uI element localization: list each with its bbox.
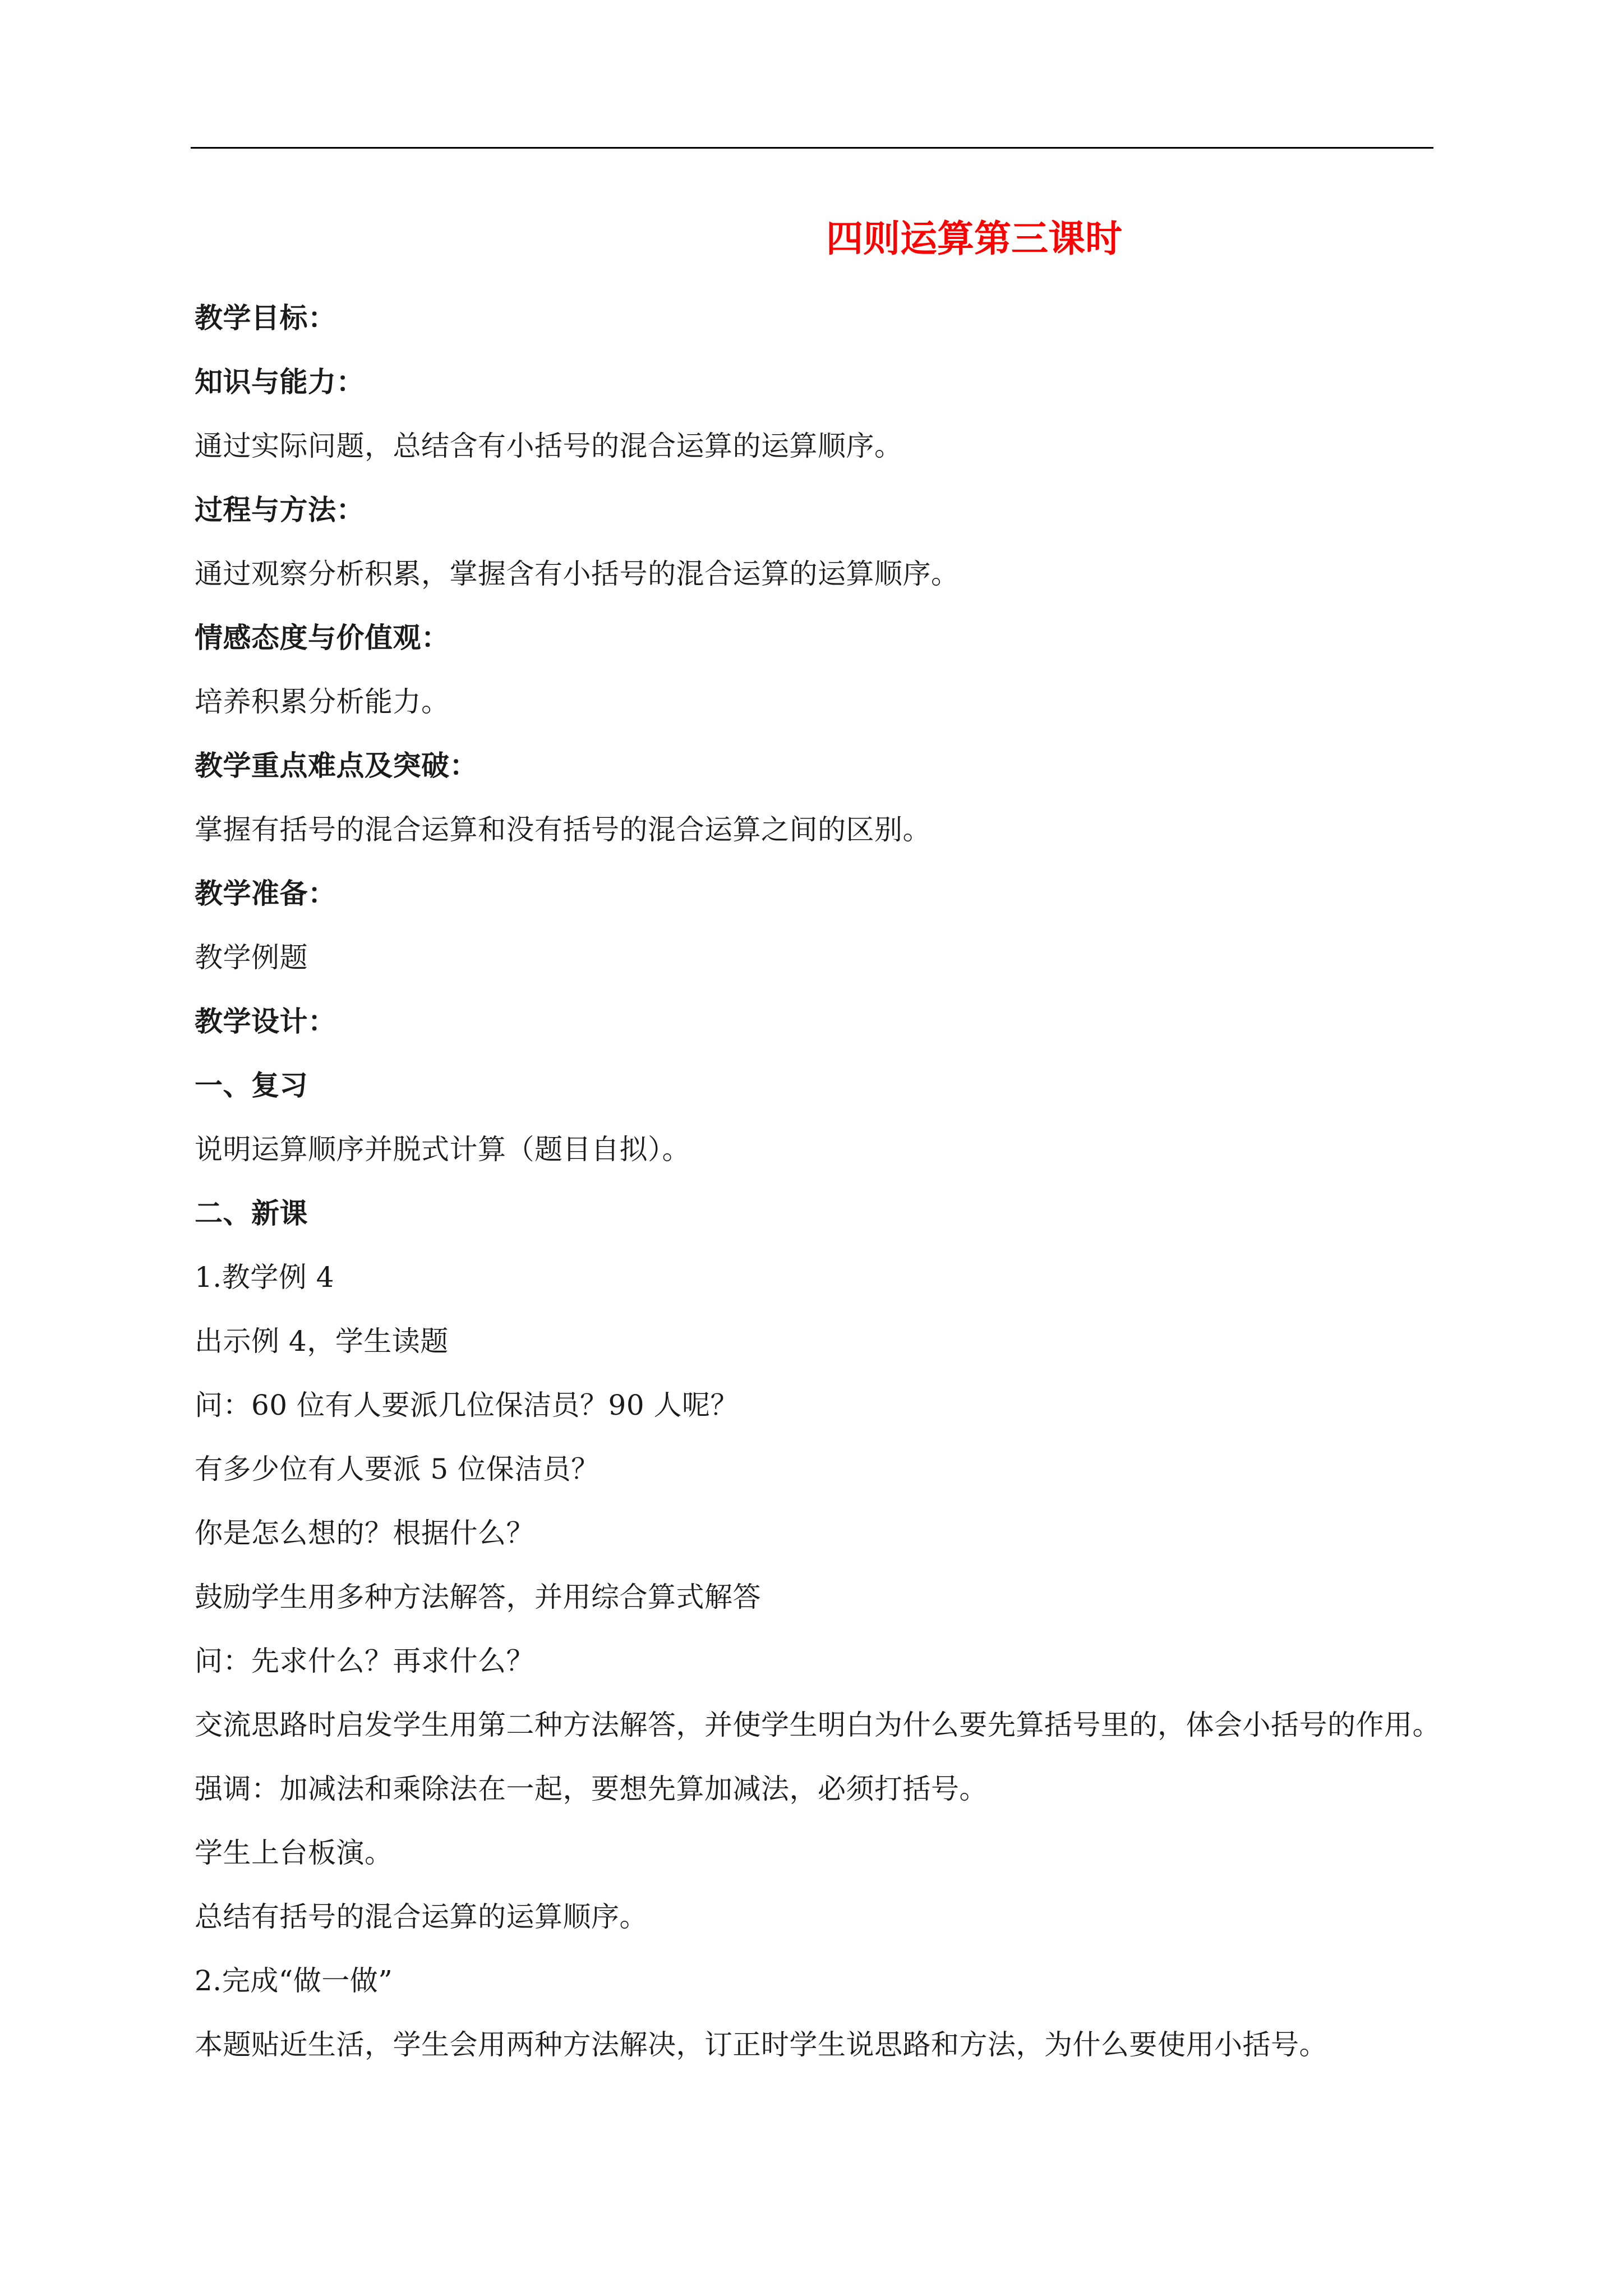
heading-design: 教学设计：	[195, 1005, 336, 1038]
heading-knowledge-ability: 知识与能力：	[195, 365, 365, 398]
paragraph: 说明运算顺序并脱式计算（题目自拟）。	[195, 1133, 690, 1166]
paragraph: 掌握有括号的混合运算和没有括号的混合运算之间的区别。	[195, 813, 931, 846]
paragraph: 你是怎么想的？根据什么？	[195, 1517, 534, 1549]
paragraph: 交流思路时启发学生用第二种方法解答，并使学生明白为什么要先算括号里的，体会小括号的作用。	[195, 1709, 1441, 1741]
heading-process-method: 过程与方法：	[195, 493, 365, 526]
heading-key-points: 教学重点难点及突破：	[195, 749, 478, 782]
paragraph: 强调：加减法和乘除法在一起，要想先算加减法，必须打括号。	[195, 1773, 988, 1805]
heading-teaching-goals: 教学目标：	[195, 301, 336, 334]
paragraph: 通过观察分析积累，掌握含有小括号的混合运算的运算顺序。	[195, 558, 960, 590]
paragraph: 培养积累分析能力。	[195, 685, 450, 718]
header-rule	[191, 147, 1433, 149]
paragraph: 教学例题	[195, 941, 308, 974]
paragraph: 问：先求什么？再求什么？	[195, 1645, 534, 1677]
paragraph: 问：60 位有人要派几位保洁员？90 人呢？	[195, 1389, 739, 1421]
document-body	[195, 286, 1440, 2077]
paragraph: 学生上台板演。	[195, 1837, 393, 1869]
paragraph: 鼓励学生用多种方法解答，并用综合算式解答	[195, 1581, 761, 1613]
paragraph: 2.完成“做一做”	[195, 1964, 393, 1997]
section-review: 一、复习	[195, 1069, 308, 1102]
section-new-lesson: 二、新课	[195, 1197, 308, 1230]
paragraph: 本题贴近生活，学生会用两种方法解决，订正时学生说思路和方法，为什么要使用小括号。	[195, 2028, 1327, 2061]
document-title: 四则运算第三课时	[826, 217, 1122, 260]
heading-emotion-values: 情感态度与价值观：	[195, 621, 450, 654]
paragraph: 1.教学例 4	[195, 1261, 334, 1294]
paragraph: 通过实际问题，总结含有小括号的混合运算的运算顺序。	[195, 430, 903, 462]
paragraph: 总结有括号的混合运算的运算顺序。	[195, 1901, 648, 1933]
paragraph: 出示例 4，学生读题	[195, 1325, 449, 1358]
heading-preparation: 教学准备：	[195, 877, 336, 910]
paragraph: 有多少位有人要派 5 位保洁员？	[195, 1453, 600, 1485]
